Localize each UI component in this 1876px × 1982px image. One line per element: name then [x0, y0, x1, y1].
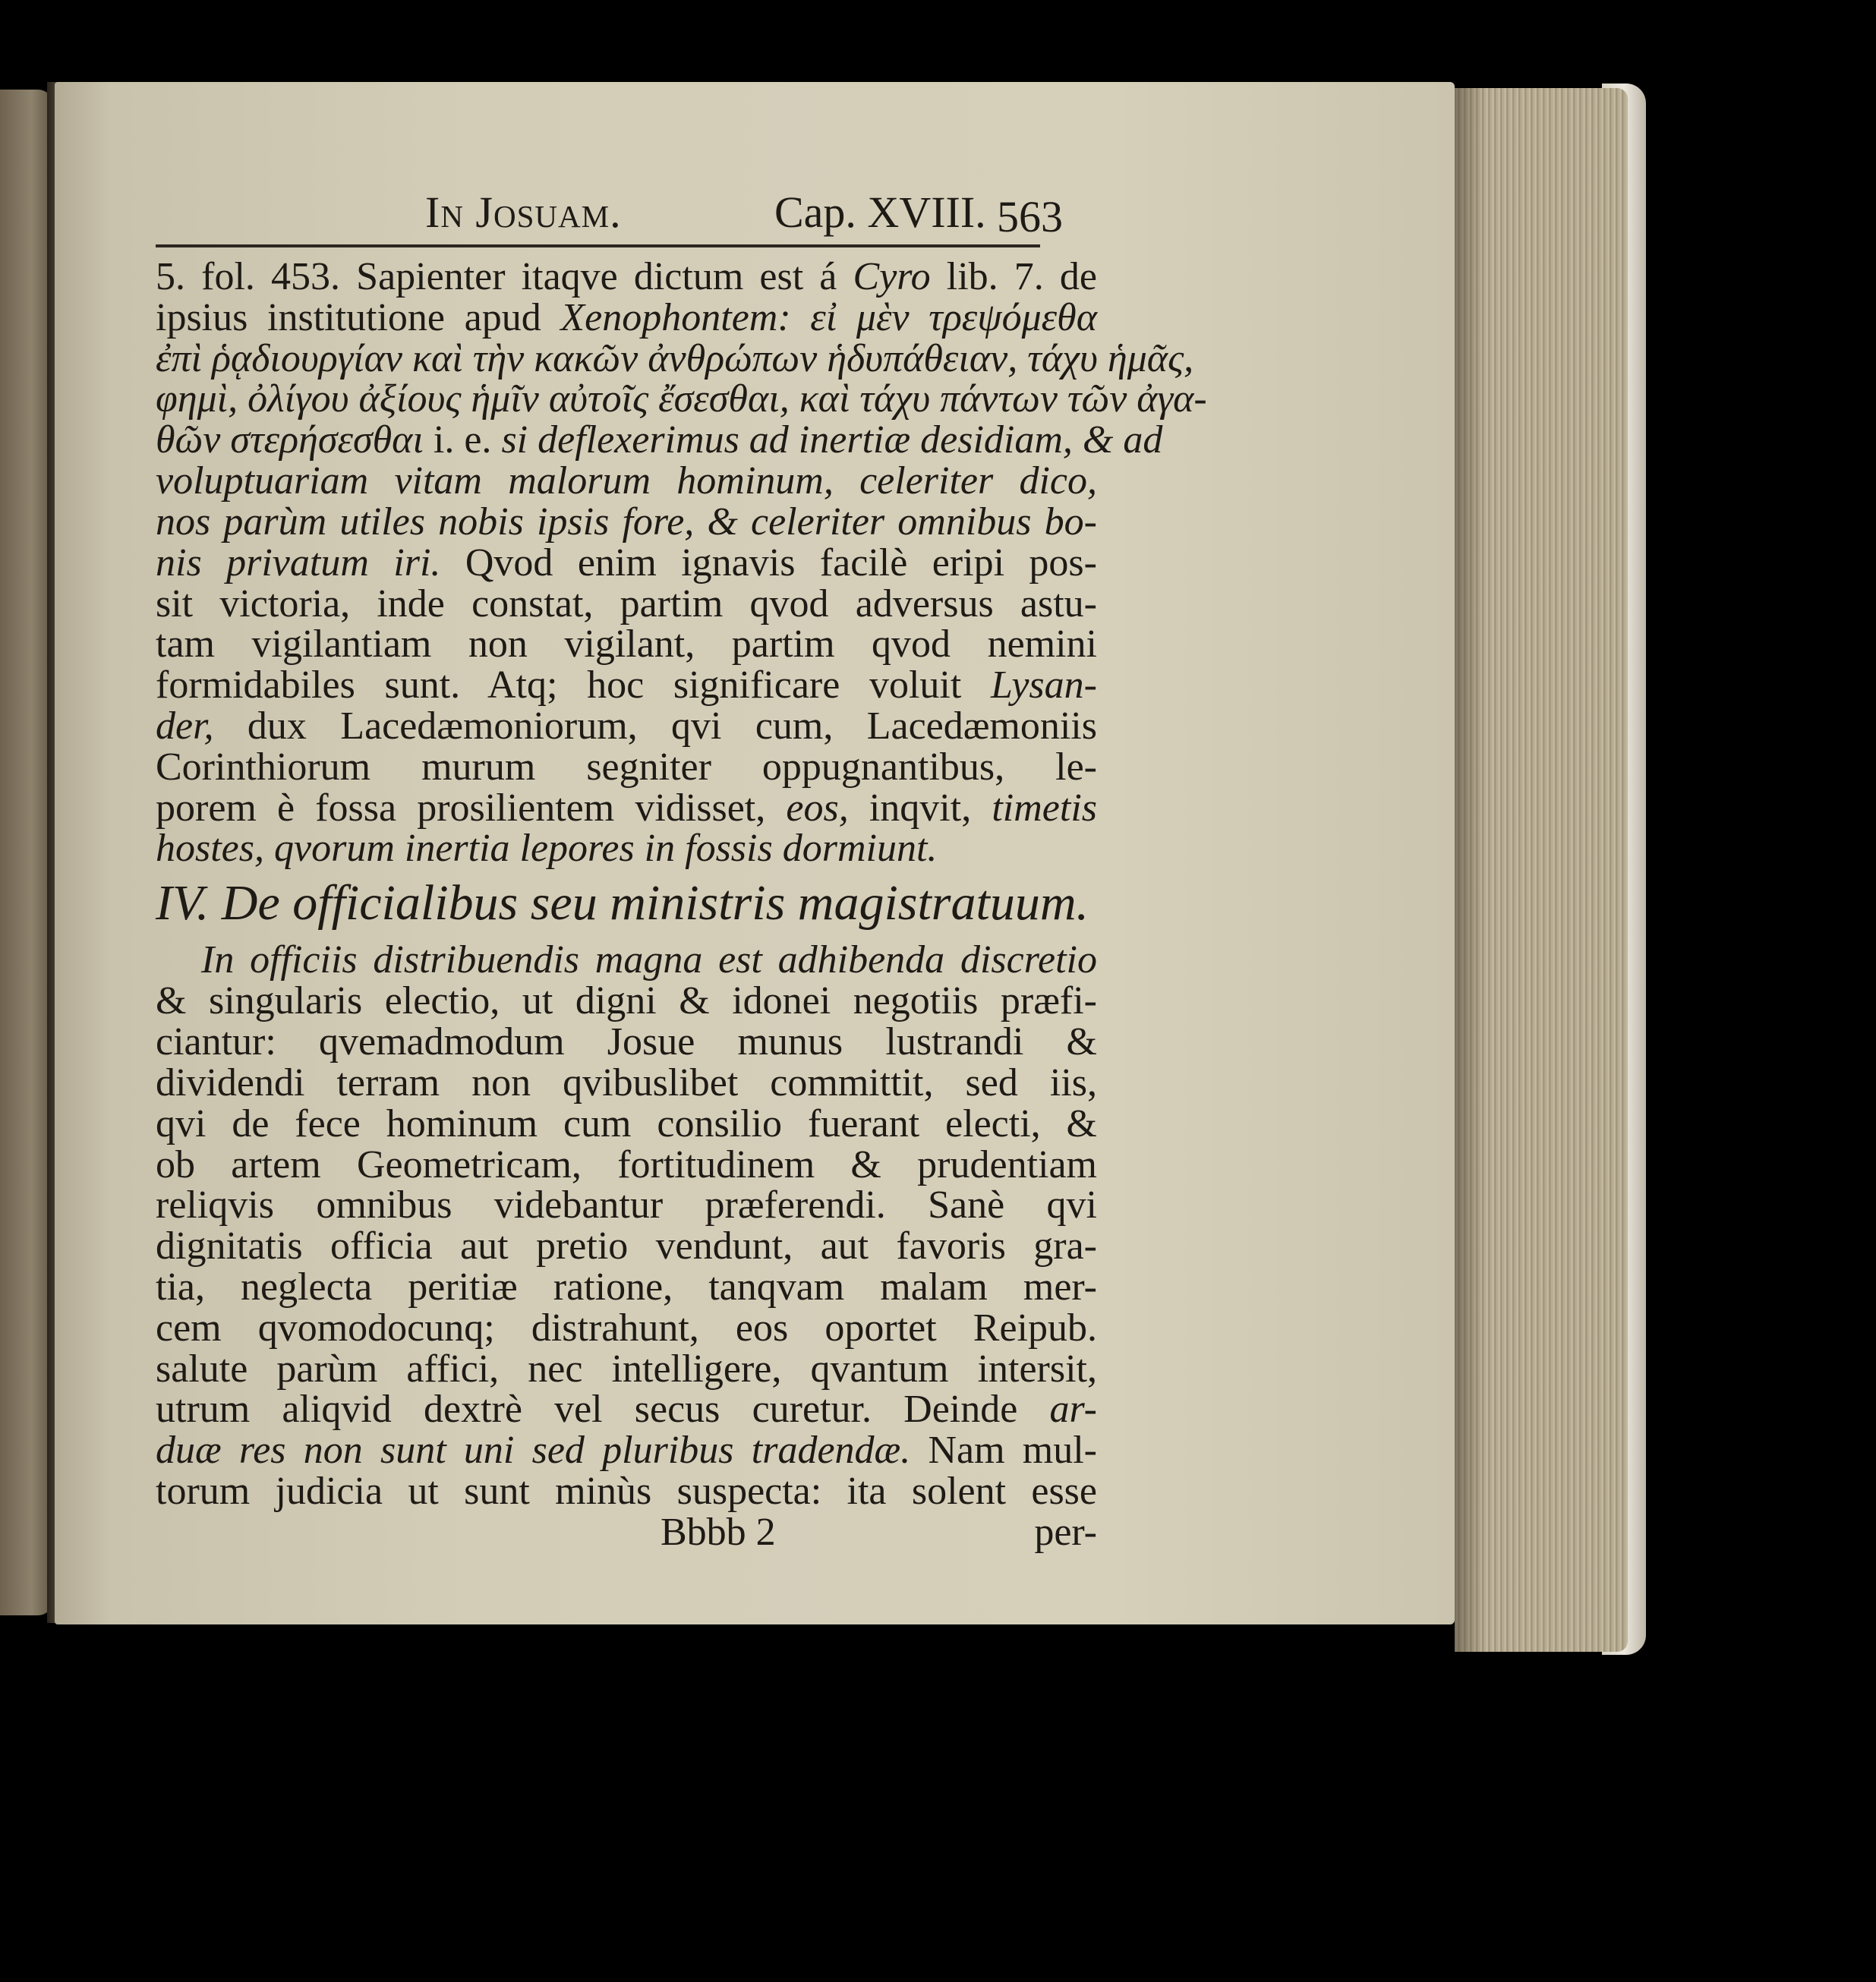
text-line	[156, 257, 1097, 298]
text-segment: reliqvis omnibus videbantur præferendi. Sanè qvi	[156, 1183, 1097, 1227]
running-head-chapter: Cap. XVIII.	[774, 187, 986, 237]
text-segment: inqvit,	[848, 786, 992, 830]
text-segment: ipsius institutione apud	[156, 295, 561, 339]
text-segment: voluptuariam vitam malorum hominum, celeriter dico,	[156, 459, 1097, 503]
text-line	[156, 1101, 1097, 1145]
text-segment: ciantur: qvemadmodum Josue munus lustrandi &	[156, 1020, 1097, 1064]
text-segment: ar-	[1049, 1388, 1097, 1432]
text-segment: salute parùm affici, nec intelligere, qvantum intersit,	[156, 1347, 1097, 1391]
text-segment: ἐπὶ ῥᾳδιουργίαν καὶ τὴν κακῶν ἀνθρώπων ἡδυπάθειαν, τάχυ ἡμᾶς,	[156, 336, 1194, 380]
text-segment: timetis	[992, 786, 1098, 830]
text-line	[156, 665, 1097, 706]
text-segment: φημὶ, ὀλίγου ἀξίους ἡμῖν αὐτοῖς ἔσεσθαι, καὶ τάχυ πάντων τῶν ἀγα-	[156, 377, 1207, 421]
text-segment: hostes, qvorum inertia lepores in fossis dormiunt.	[156, 827, 938, 871]
paragraph-1	[156, 255, 1207, 871]
text-line	[156, 706, 1097, 747]
text-segment: cem qvomodocunq; distrahunt, eos oportet Reipub.	[156, 1306, 1097, 1350]
facing-page-edge	[0, 90, 53, 1615]
catchword: per-	[1034, 1510, 1097, 1554]
text-line	[156, 1471, 1097, 1512]
text-segment: dux Lacedæmoniorum, qvi cum, Lacedæmoniis	[213, 704, 1097, 748]
text-line	[156, 1430, 1097, 1471]
running-head	[156, 187, 1097, 244]
text-segment: Lysan-	[990, 663, 1097, 707]
text-segment: eos,	[786, 786, 849, 830]
text-segment: ob artem Geometricam, fortitudinem & prudentiam	[156, 1142, 1097, 1186]
text-segment: sit victoria, inde constat, partim qvod adversus astu-	[156, 581, 1097, 625]
text-segment: tam vigilantiam non vigilant, partim qvod nemini	[156, 622, 1097, 666]
text-segment: Xenophontem:	[560, 295, 791, 339]
text-line	[156, 1308, 1097, 1349]
page-number: 563	[997, 192, 1063, 241]
text-segment: qvi de fece hominum cum consilio fuerant electi, &	[156, 1101, 1097, 1145]
text-block	[156, 187, 1207, 1565]
text-segment: Qvod enim ignavis facilè eripi pos-	[440, 540, 1097, 585]
text-line	[156, 295, 1097, 339]
paragraph-2	[156, 938, 1097, 1514]
text-segment: duæ res non sunt uni sed pluribus tradendæ.	[156, 1429, 911, 1473]
text-line	[156, 336, 1194, 380]
text-segment: der,	[156, 704, 214, 748]
text-segment: In officiis distribuendis magna est adhibenda discretio	[201, 938, 1097, 982]
page-footer	[156, 1512, 1097, 1565]
text-segment: porem è fossa prosilientem vidisset,	[156, 786, 787, 830]
text-line	[156, 418, 1163, 462]
text-segment: dividendi terram non qvibuslibet committit, sed iis,	[156, 1060, 1097, 1104]
text-line	[156, 377, 1207, 421]
text-segment: formidabiles sunt. Atq; hoc significare voluit	[156, 663, 991, 707]
text-segment: & singularis electio, ut digni & idonei negotiis præfi-	[156, 979, 1097, 1023]
text-segment: Corinthiorum murum segniter oppugnantibus, le-	[156, 745, 1097, 789]
text-line	[156, 788, 1097, 829]
text-segment: Nam mul-	[910, 1429, 1097, 1473]
text-segment: torum judicia ut sunt minùs suspecta: ita solent esse	[156, 1470, 1097, 1514]
text-line	[156, 1349, 1097, 1390]
text-line	[156, 1226, 1097, 1267]
text-line	[156, 461, 1097, 502]
text-line	[156, 1267, 1097, 1308]
text-segment: 5. fol. 453. Sapienter itaqve dictum est á	[156, 255, 853, 298]
text-line	[156, 499, 1097, 544]
text-line	[156, 1060, 1097, 1104]
text-segment: εἰ μὲν τρεψόμεθα	[790, 295, 1097, 339]
text-line	[156, 1389, 1097, 1430]
text-line	[156, 747, 1097, 788]
text-segment: nos parùm utiles nobis ipsis fore, & celeriter omnibus bo-	[156, 499, 1097, 544]
text-segment: Cyro	[853, 255, 931, 298]
text-segment: dignitatis officia aut pretio vendunt, aut favoris gra-	[156, 1224, 1097, 1268]
text-line	[156, 828, 1097, 869]
head-rule	[156, 244, 1040, 247]
text-line	[156, 540, 1097, 585]
text-segment: tia, neglecta peritiæ ratione, tanqvam malam mer-	[156, 1265, 1097, 1309]
signature-mark: Bbbb 2	[661, 1510, 776, 1554]
text-segment: i. e.	[423, 418, 502, 462]
text-line	[156, 940, 1097, 981]
text-segment: si deflexerimus ad inertiæ desidiam, & ad	[501, 418, 1163, 462]
text-line	[156, 581, 1097, 625]
text-segment: utrum aliqvid dextrè vel secus curetur. Deinde	[156, 1388, 1050, 1432]
text-line	[156, 1142, 1097, 1186]
text-line	[156, 624, 1097, 665]
text-line	[156, 981, 1097, 1022]
running-head-title: In Josuam.	[425, 187, 622, 237]
text-segment: nis privatum iri.	[156, 540, 441, 585]
text-segment: lib. 7. de	[930, 255, 1097, 298]
fore-edge-shadow	[1455, 88, 1485, 1652]
text-segment: θῶν στερήσεσθαι	[156, 418, 424, 462]
section-heading: IV. De officialibus seu ministris magistratuum.	[156, 875, 1089, 931]
text-line	[156, 1185, 1097, 1226]
text-line	[156, 1022, 1097, 1063]
